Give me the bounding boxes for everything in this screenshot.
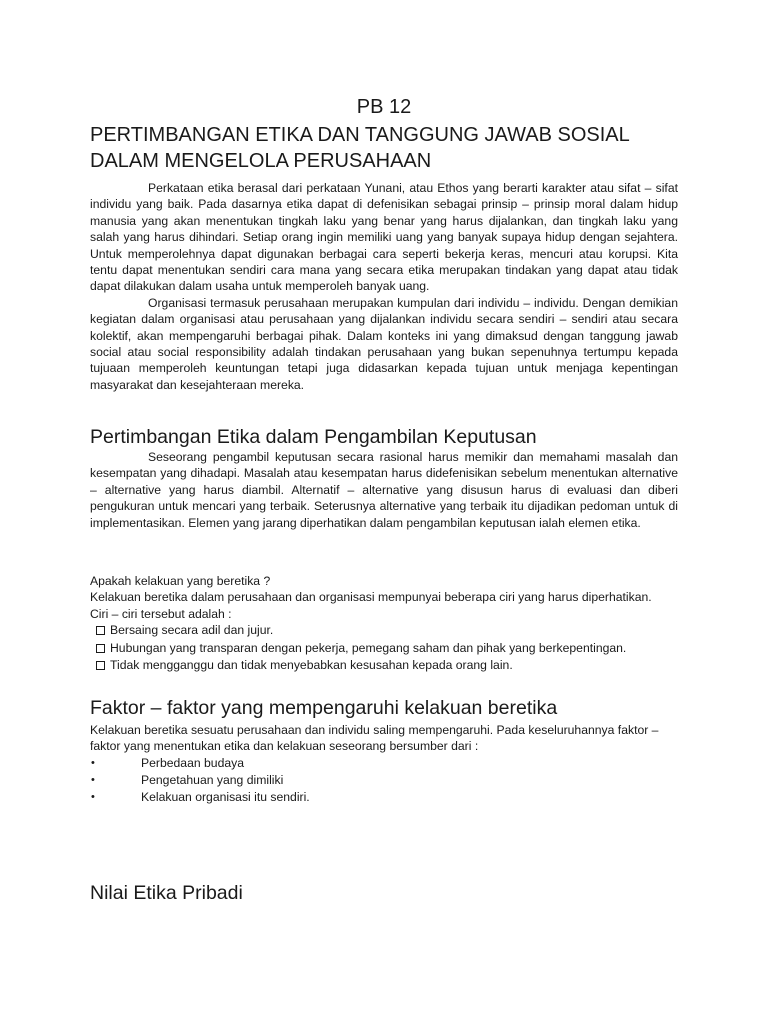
section-heading-factors: Faktor – faktor yang mempengaruhi kelakuan beretika: [90, 697, 558, 719]
factor-item: [90, 772, 678, 789]
factors-list: [90, 755, 678, 807]
ethics-lead-line-1: Kelakuan beretika dalam perusahaan dan organisasi mempunyai beberapa ciri yang harus diperhatikan.: [90, 590, 652, 605]
intro-paragraph-2: Organisasi termasuk perusahaan merupakan kumpulan dari individu – individu. Dengan demikian kegiatan dalam organisasi atau perusahaan yang dijalankan individu secara sendiri – sendiri atau secara kolektif, akan mempengaruhi berbagai pihak. Dalam konteks ini yang dimaksud dengan tanggung jawab social atau social responsibility adalah tindakan perusahaan yang bukan sepenuhnya tertumpu kepada tujuaan memperoleh keuntungan tetapi juga didasarkan kepada tujuan untuk menjaga kepentingan masyarakat dan kesejahteraan mereka.: [90, 295, 678, 392]
checklist-item: [90, 657, 678, 675]
ethics-question: Apakah kelakuan yang beretika ?: [90, 574, 271, 588]
decision-ethics-section: [90, 449, 678, 531]
intro-paragraph-1: Perkataan etika berasal dari perkataan Yunani, atau Ethos yang berarti karakter atau sifat – sifat individu yang baik. Pada dasarnya etika dapat di defenisikan sebagai prinsip – prinsip moral dalam hidup manusia yang akan menentukan tingkah laku yang benar yang harus dijalankan, dan tingkah laku yang salah yang harus dihindari. Setiap orang ingin memiliki uang yang banyak supaya hidup dengan sejahtera. Untuk memperolehnya dapat digunakan berbagai cara seperti bekerja keras, mencuri atau korupsi. Kita tentu dapat menentukan sendiri cara mana yang secara etika merupakan tindakan yang dapat atau tidak dapat dilakukan dalam usaha untuk memperoleh banyak uang.: [90, 181, 678, 294]
bullet-icon: •: [91, 756, 95, 769]
checkbox-icon: [96, 626, 105, 635]
checklist-item-text: Hubungan yang transparan dengan pekerja, pemegang saham dan pihak yang berkepentingan.: [110, 640, 627, 655]
section-heading-decision-ethics: Pertimbangan Etika dalam Pengambilan Keputusan: [90, 426, 537, 448]
bullet-icon: •: [91, 791, 95, 804]
document-title: PERTIMBANGAN ETIKA DAN TANGGUNG JAWAB SOSIAL DALAM MENGELOLA PERUSAHAAN: [90, 124, 629, 172]
decision-ethics-paragraph: Seseorang pengambil keputusan secara rasional harus memikir dan memahami masalah dan kesempatan yang dihadapi. Masalah atau kesempatan harus didefenisikan sebelum menentukan alternative – alternative yang harus diambil. Alternatif – alternative yang disusun harus di evaluasi dan diberi pengukuran untuk mencari yang terbaik. Seterusnya alternative yang terbaik itu dijadikan pedoman untuk di implementasikan. Elemen yang jarang diperhatikan dalam pengambilan keputusan ialah elemen etika.: [90, 450, 678, 530]
checkbox-icon: [96, 661, 105, 670]
checklist-item: [90, 640, 678, 658]
factor-item: [90, 789, 678, 806]
checklist-item-text: Tidak mengganggu dan tidak menyebabkan kesusahan kepada orang lain.: [110, 658, 513, 673]
factors-section: [90, 722, 678, 806]
checkbox-icon: [96, 644, 105, 653]
ethics-lead-line-2: Ciri – ciri tersebut adalah :: [90, 606, 232, 621]
checklist-item: [90, 622, 678, 640]
chapter-label: PB 12: [356, 96, 412, 118]
factors-lead-line-1: Kelakuan beretika sesuatu perusahaan dan individu saling mempengaruhi. Pada keseluruhannya faktor –: [90, 723, 659, 737]
ethics-characteristics: [90, 573, 678, 675]
bullet-icon: •: [91, 774, 95, 787]
characteristics-checklist: [90, 622, 678, 675]
factor-item-text: Perbedaan budaya: [141, 755, 245, 770]
factor-item-text: Kelakuan organisasi itu sendiri.: [141, 790, 310, 805]
checklist-item-text: Bersaing secara adil dan jujur.: [110, 623, 274, 638]
factor-item-text: Pengetahuan yang dimiliki: [141, 773, 284, 788]
factor-item: [90, 755, 678, 772]
intro-section: [90, 180, 678, 393]
section-heading-personal-ethics: Nilai Etika Pribadi: [90, 882, 243, 904]
factors-lead-line-2: faktor yang menentukan etika dan kelakuan seseorang bersumber dari :: [90, 739, 479, 754]
